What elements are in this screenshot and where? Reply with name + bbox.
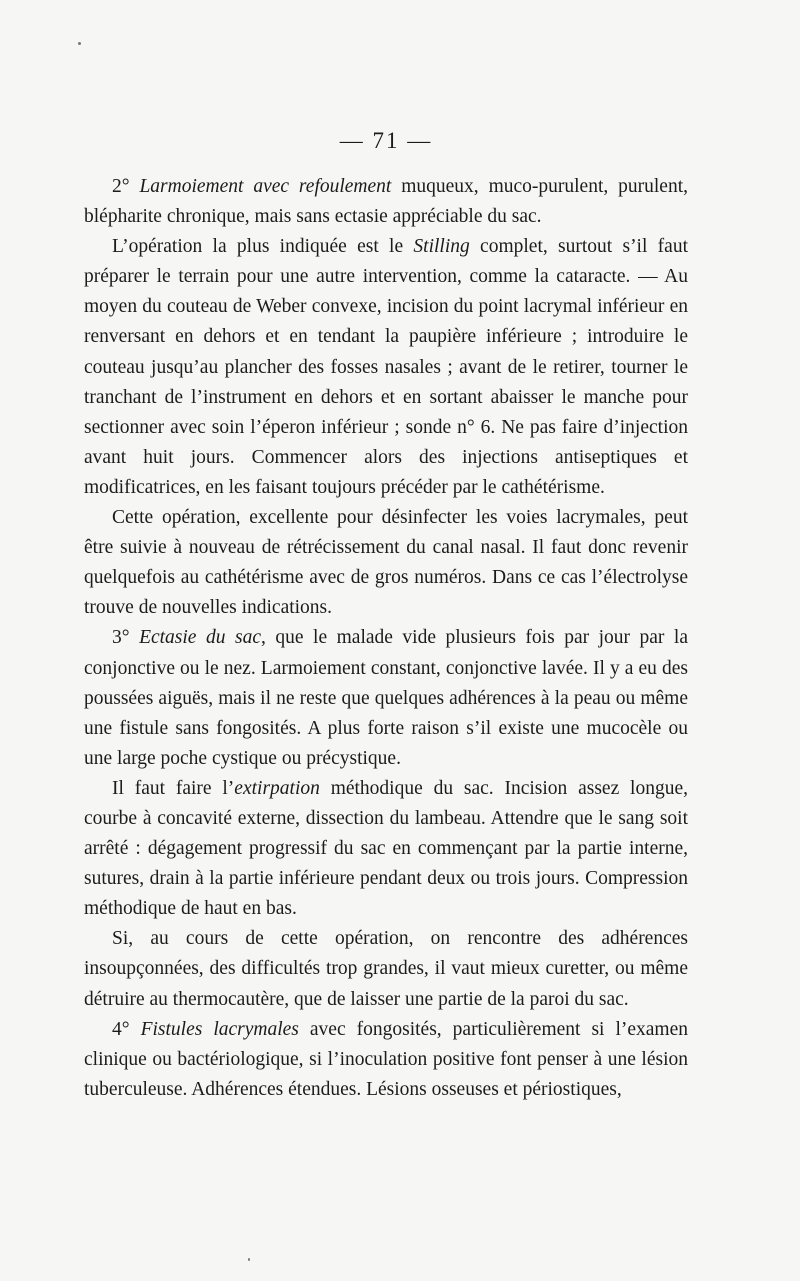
paragraph-4-title: Ectasie du sac [139,627,261,649]
paragraph-5-after: méthodique du sac. Incision assez longue, courbe à concavité externe, dissection du lambeau. Attendre que le sang soit arrêté : dégagement progressif du sac en commençant par la partie interne, sutures, drain à la partie inférieure pendant deux ou trois jours. Compression méthodique de haut en bas. [84,777,688,920]
paragraph-6-text: Si, au cours de cette opération, on rencontre des adhérences insoupçonnées, des difficultés trop grandes, il vaut mieux curetter, ou même détruire au thermocautère, que de laisser une partie de la paroi du sac. [84,928,688,1010]
paragraph-5-term: extirpation [234,777,320,799]
paragraph-6 [84,924,688,1014]
paragraph-7 [84,1015,688,1105]
paragraph-2-after: complet, surtout s’il faut préparer le terrain pour une autre intervention, comme la cataracte. — Au moyen du couteau de Weber convexe, incision du point lacrymal inférieur en renversant en dehors et en tendant la paupière inférieure ; introduire le couteau jusqu’au plancher des fosses nasales ; avant de le retirer, tourner le tranchant de l’instrument en dehors et en sortant abaisser le manche pour sectionner avec soin l’éperon inférieur ; sonde n° 6. Ne pas faire d’injection avant huit jours. Commencer alors des injections antiseptiques et modificatrices, en les faisant toujours précéder par le cathétérisme. [84,236,688,498]
document-page [84,128,688,1105]
paragraph-1 [84,172,688,232]
paper-speck [248,1258,250,1261]
paragraph-1-text: muqueux, muco-purulent, purulent, blépharite chronique, mais sans ectasie appréciable du sac. [84,176,688,228]
paragraph-4-text: , que le malade vide plusieurs fois par jour par la conjonctive ou le nez. Larmoiement constant, conjonctive lavée. Il y a eu des poussées aiguës, mais il ne reste que quelques adhérences à la peau ou même une fistule sans fongosités. A plus forte raison s’il existe une mucocèle ou une large poche cystique ou précystique. [84,627,688,769]
paragraph-3 [84,503,688,623]
paragraph-1-lead: 2° [112,176,140,197]
paragraph-7-lead: 4° [112,1018,141,1040]
paragraph-3-text: Cette opération, excellente pour désinfecter les voies lacrymales, peut être suivie à nouveau de rétrécissement du canal nasal. Il faut donc revenir quelquefois au cathétérisme avec de gros numéros. Dans ce cas l’électrolyse trouve de nouvelles indications. [84,507,688,619]
paragraph-7-text: avec fongosités, particulièrement si l’examen clinique ou bactériologique, si l’inoculation positive font penser à une lésion tuberculeuse. Adhérences étendues. Lésions osseuses et périostiques, [84,1018,688,1100]
paragraph-2-before: L’opération la plus indiquée est le [112,236,414,258]
paragraph-2-name: Stilling [413,236,470,258]
paragraph-1-title: Larmoiement avec refoulement [139,176,392,197]
paragraph-4 [84,623,688,773]
paragraph-4-lead: 3° [112,627,140,649]
page-number: — 71 — [339,128,433,153]
paragraph-7-title: Fistules lacrymales [140,1018,299,1040]
paragraph-5-before: Il faut faire l’ [112,777,235,799]
paragraph-5 [84,774,688,924]
paper-speck [78,42,81,45]
paragraph-2 [84,232,688,503]
